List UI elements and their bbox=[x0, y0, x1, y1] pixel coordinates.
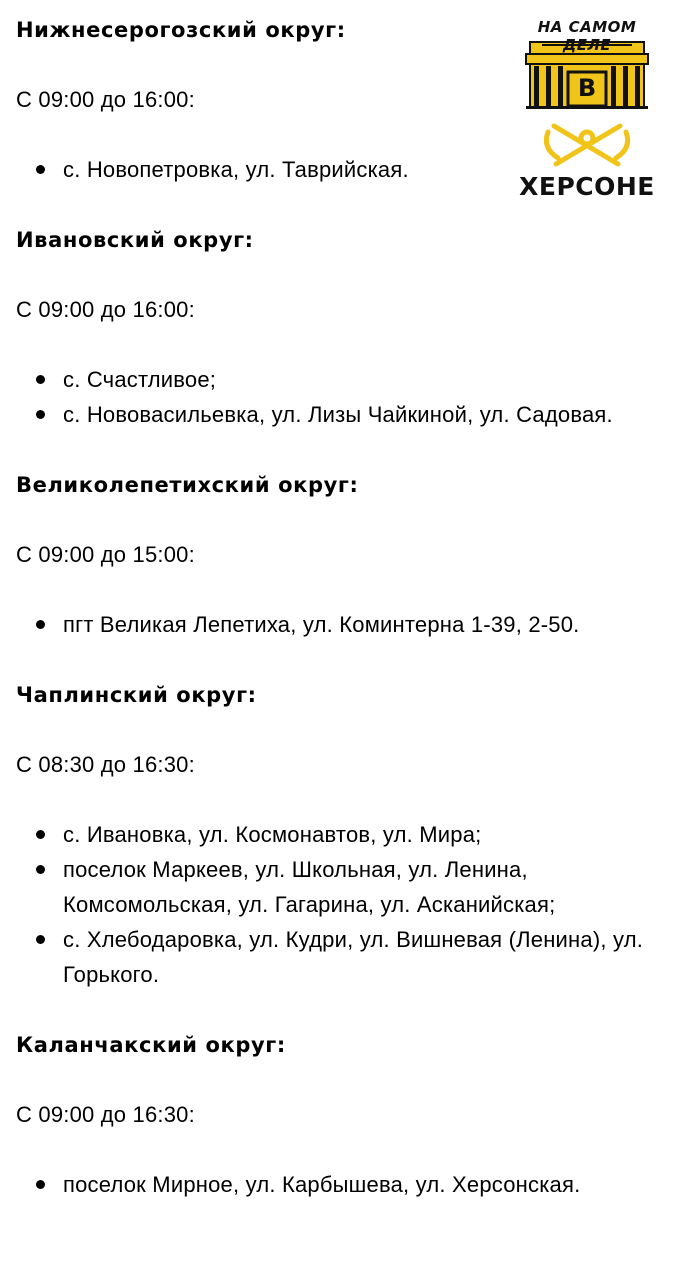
logo-letter: В bbox=[577, 74, 597, 102]
list-item bbox=[16, 397, 666, 432]
time-range: С 09:00 до 16:30: bbox=[16, 1102, 195, 1127]
logo-top-text: НА САМОМ ДЕЛЕ bbox=[537, 18, 637, 54]
bullet-icon bbox=[36, 375, 45, 384]
bullet-icon bbox=[36, 830, 45, 839]
bullet-icon bbox=[36, 1180, 45, 1189]
bullet-icon bbox=[36, 165, 45, 174]
logo-bottom-text: ХЕРСОНЕ bbox=[519, 172, 655, 201]
district-heading: Каланчакский округ: bbox=[16, 1033, 286, 1057]
address-text: с. Счастливое; bbox=[63, 367, 217, 392]
list-item bbox=[16, 817, 666, 852]
district-heading: Ивановский округ: bbox=[16, 228, 254, 252]
district-section bbox=[16, 677, 666, 1027]
district-section bbox=[16, 222, 666, 467]
list-item bbox=[16, 922, 666, 992]
address-text: с. Новопетровка, ул. Таврийская. bbox=[63, 157, 409, 182]
district-heading: Чаплинский округ: bbox=[16, 683, 257, 707]
address-list bbox=[16, 362, 666, 432]
address-text: с. Хлебодаровка, ул. Кудри, ул. Вишневая (Ленина), ул. Горького. bbox=[63, 927, 644, 987]
list-item bbox=[16, 1167, 666, 1202]
list-item bbox=[16, 362, 666, 397]
bullet-icon bbox=[36, 410, 45, 419]
bullet-icon bbox=[36, 935, 45, 944]
address-text: с. Ивановка, ул. Космонавтов, ул. Мира; bbox=[63, 822, 482, 847]
list-item bbox=[16, 152, 666, 187]
address-text: поселок Маркеев, ул. Школьная, ул. Ленина, Комсомольская, ул. Гагарина, ул. Асканийская; bbox=[63, 857, 556, 917]
district-heading: Нижнесерогозский округ: bbox=[16, 18, 346, 42]
district-heading: Великолепетихский округ: bbox=[16, 473, 359, 497]
time-range: С 09:00 до 16:00: bbox=[16, 87, 195, 112]
list-item bbox=[16, 852, 666, 922]
district-section bbox=[16, 467, 666, 677]
address-list bbox=[16, 607, 666, 642]
address-text: пгт Великая Лепетиха, ул. Коминтерна 1-39, 2-50. bbox=[63, 612, 580, 637]
bullet-icon bbox=[36, 620, 45, 629]
address-text: поселок Мирное, ул. Карбышева, ул. Херсонская. bbox=[63, 1172, 581, 1197]
time-range: С 09:00 до 16:00: bbox=[16, 297, 195, 322]
time-range: С 08:30 до 16:30: bbox=[16, 752, 195, 777]
address-text: с. Нововасильевка, ул. Лизы Чайкиной, ул. Садовая. bbox=[63, 402, 613, 427]
time-range: С 09:00 до 15:00: bbox=[16, 542, 195, 567]
schedule-content bbox=[16, 12, 666, 1202]
address-list bbox=[16, 817, 666, 992]
address-list bbox=[16, 152, 666, 187]
bullet-icon bbox=[36, 865, 45, 874]
list-item bbox=[16, 607, 666, 642]
district-section bbox=[16, 12, 666, 222]
address-list bbox=[16, 1167, 666, 1202]
district-section bbox=[16, 1027, 666, 1202]
